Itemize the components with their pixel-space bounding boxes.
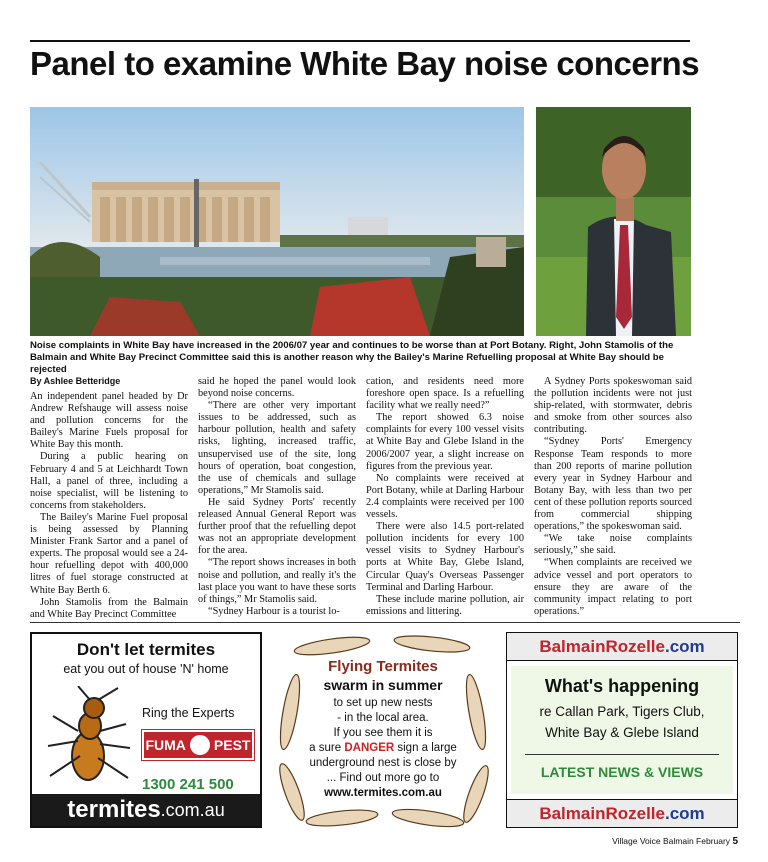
logo-text: PEST: [213, 737, 251, 753]
ad-body: [272, 696, 494, 801]
brand-tld: .com: [664, 637, 705, 656]
article-column-4: [534, 376, 692, 618]
flying-termites-ad[interactable]: [272, 632, 494, 828]
logo-text: FUMA: [145, 737, 186, 753]
logo-emblem-icon: [190, 735, 210, 755]
paragraph: The Bailey's Marine Fuel proposal is being assessed by Planning Minister Frank Sartor and a panel of experts. The proposal would see a 24-hour refuelling depot with 400,000 litres of fuel storage constructed at White Bay Berth 6.: [30, 511, 188, 596]
termites-ad[interactable]: [30, 632, 262, 828]
paragraph: said he hoped the panel would look beyond noise concerns.: [198, 376, 356, 400]
site-tld: .com.au: [160, 799, 225, 820]
ad-line: If you see them it is: [333, 727, 433, 739]
article-column-2: [198, 376, 356, 618]
brand-banner-bottom[interactable]: [507, 799, 737, 827]
phone-number[interactable]: 1300 241 500: [142, 776, 234, 793]
publication-name: Village Voice Balmain February: [612, 836, 731, 846]
paragraph: “We take noise complaints seriously,” she said.: [534, 533, 692, 557]
ad-line: [272, 741, 494, 756]
ad-line: re Callan Park, Tigers Club,: [539, 704, 705, 719]
ad-line: underground nest is close by: [309, 757, 457, 769]
byline: By Ashlee Betteridge: [30, 376, 121, 386]
paragraph: John Stamolis from the Balmain and White Bay Precinct Committee: [30, 596, 188, 620]
ad-ring-text: Ring the Experts: [142, 706, 235, 720]
top-rule: [30, 40, 690, 42]
brand-banner-top[interactable]: [507, 633, 737, 661]
paragraph: “There are other very important issues to be addressed, such as harbour pollution, health and safety risks, lighting, increased traffic, unsupervised use of the site, long hours of operation, boat congestion, the use of chemicals and sullage operations,” Mr Stamolis said.: [198, 400, 356, 496]
paragraph: “Sydney Harbour is a tourist lo-: [208, 605, 340, 617]
paragraph: No complaints were received at Port Botany, while at Darling Harbour 2.4 complaints were received per 100 vessels.: [366, 472, 524, 521]
paragraph: cation, and residents need more foreshore open space. Is a refuelling facility what we really need?”: [366, 376, 524, 412]
brand-name: BalmainRozelle: [539, 804, 665, 823]
ad-line: ... Find out more go to: [326, 772, 440, 784]
paragraph: “When complaints are received we advice vessel and port operators to ensure they are aware of the community impact relating to port operations.”: [534, 557, 692, 617]
ad-url-link[interactable]: www.termites.com.au: [324, 787, 442, 799]
paragraph: The report showed 6.3 noise complaints for every 100 vessel visits at White Bay and Glebe Island in the 2006/2007 year, a slight increase on figures from the previous year.: [366, 412, 524, 472]
fumapest-logo: [142, 730, 254, 760]
ad-title: Flying Termites: [328, 658, 438, 675]
article-column-1: [30, 391, 188, 621]
paragraph: “Sydney Ports' Emergency Response Team responds to more than 200 reports of marine pollution every year in Sydney Harbour and Botany Bay, with less than two per cent of these pollution reports sourced from commercial shipping operations,” the spokeswoman said.: [534, 436, 692, 533]
ad-line-post: sign a large: [394, 742, 457, 754]
paragraph: A Sydney Ports spokeswoman said the pollution incidents were not just ship-related, with stormwater, debris and smoke from other sources also contributing.: [534, 376, 692, 436]
brand-tld: .com: [664, 804, 705, 823]
ad-line-pre: a sure: [309, 742, 345, 754]
balmainrozelle-ad[interactable]: [506, 632, 738, 828]
ad-heading: Don't let termites: [76, 640, 216, 659]
portrait-photo: [536, 107, 691, 336]
ad-subheading: eat you out of house 'N' home: [63, 662, 229, 676]
ad-divider: [525, 754, 719, 755]
site-name: termites: [67, 796, 161, 823]
paragraph: “The report shows increases in both noise and pollution, and really it's the last place you want to have these sorts of things,” Mr Stamolis said.: [198, 557, 356, 605]
article-column-3: [366, 376, 524, 618]
page-number: 5: [732, 836, 738, 847]
paragraph: During a public hearing on February 4 and 5 at Leichhardt Town Hall, a panel of three, including a noise specialist, will be listening to concerns from stakeholders.: [30, 451, 188, 511]
paragraph: There were also 14.5 port-related pollution incidents for every 100 vessel visits to Sydney Harbour's ports at White Bay, Glebe Island, Circular Quay's Overseas Passenger Terminal and Darling Harbour.: [366, 521, 524, 593]
ad-line: - in the local area.: [337, 712, 429, 724]
paragraph: An independent panel headed by Dr Andrew Refshauge will assess noise and pollution concerns for the Bailey's Marine Fuels proposal for White Bay this month.: [30, 391, 188, 451]
danger-word: DANGER: [344, 742, 395, 754]
brand-name: BalmainRozelle: [539, 637, 665, 656]
ad-subtitle: swarm in summer: [323, 677, 443, 693]
ad-content-panel: [511, 666, 733, 794]
latest-news-label: LATEST NEWS & VIEWS: [540, 764, 704, 780]
section-divider: [30, 622, 740, 623]
termite-icon: [38, 686, 138, 786]
ad-line: White Bay & Glebe Island: [545, 725, 699, 740]
paragraph: He said Sydney Ports' recently released Annual General Report was further proof that the refuelling depot was not an appropriate development for the area.: [198, 496, 356, 557]
headline: Panel to examine White Bay noise concerns: [30, 45, 700, 82]
ad-heading: What's happening: [544, 676, 700, 696]
ad-line: to set up new nests: [333, 697, 433, 709]
paragraph: These include marine pollution, air emissions and littering.: [366, 593, 524, 617]
termites-website[interactable]: [32, 794, 260, 826]
page-footer: [612, 836, 738, 847]
harbour-photo: [30, 107, 524, 336]
photo-caption: Noise complaints in White Bay have increased in the 2006/07 year and continues to be worse than at Port Botany. Right, John Stamolis of the Balmain and White Bay Precinct Committee said this is another reason why the Bailey's Marine Refuelling proposal at White Bay should be rejected: [30, 340, 674, 375]
